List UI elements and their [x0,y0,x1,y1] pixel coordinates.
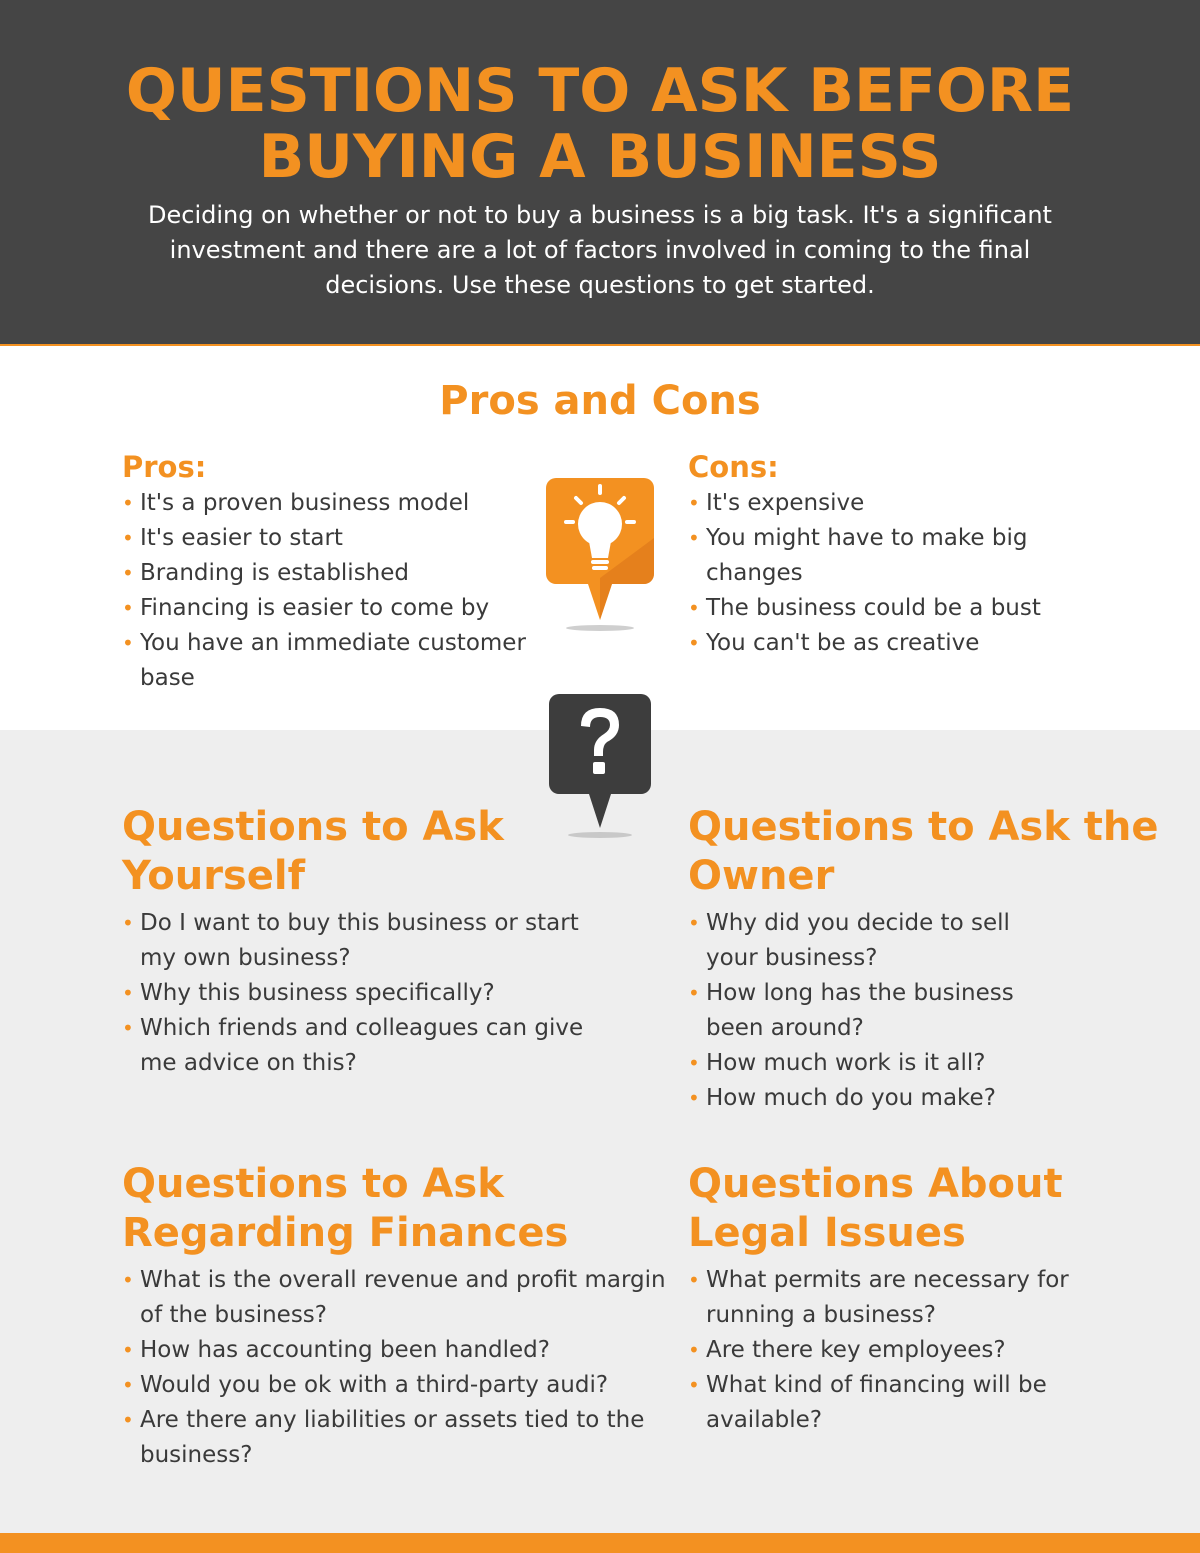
finances-heading: Questions to Ask Regarding Finances [122,1161,569,1256]
list-item: • You might have to make big changes [688,521,1088,591]
lightbulb-icon [546,478,654,638]
list-item: • How has accounting been handled? [122,1333,667,1368]
list-item: • What permits are necessary for running a business? [688,1263,1088,1333]
legal-heading: Questions About Legal Issues [688,1161,1063,1256]
legal-list [688,1263,1088,1438]
list-item: • What kind of financing will be available? [688,1368,1088,1438]
pros-list [122,486,542,696]
footer-bar [0,1533,1200,1553]
finances-list [122,1263,667,1473]
list-item: • Are there key employees? [688,1333,1088,1368]
ask-yourself-list [122,906,622,1081]
header-banner [0,0,1200,346]
list-item: • Are there any liabilities or assets tied to the business? [122,1403,667,1473]
list-item: • How much do you make? [688,1081,1068,1116]
ask-yourself-heading: Questions to Ask Yourself [122,804,504,899]
pros-heading: Pros: [122,450,207,484]
cons-heading: Cons: [688,450,779,484]
list-item: • Financing is easier to come by [122,591,542,626]
ask-owner-list [688,906,1068,1116]
intro-text: Deciding on whether or not to buy a business is a big task. It's a significant investment and there are a lot of factors involved in coming to the final decisions. Use these questions to get started. [148,201,1052,299]
list-item: • What is the overall revenue and profit margin of the business? [122,1263,667,1333]
list-item: • Why did you decide to sell your business? [688,906,1068,976]
page-title: QUESTIONS TO ASK BEFORE BUYING A BUSINESS [125,56,1075,192]
pros-cons-title: Pros and Cons [439,378,761,424]
list-item: • How long has the business been around? [688,976,1068,1046]
list-item: • It's easier to start [122,521,542,556]
cons-list [688,486,1088,661]
list-item: • Which friends and colleagues can give me advice on this? [122,1011,622,1081]
list-item: • Why this business specifically? [122,976,622,1011]
list-item: • You can't be as creative [688,626,1088,661]
ask-owner-heading: Questions to Ask the Owner [688,804,1159,899]
list-item: • Do I want to buy this business or start my own business? [122,906,622,976]
list-item: • How much work is it all? [688,1046,1068,1081]
list-item: • Branding is established [122,556,542,591]
list-item: • You have an immediate customer base [122,626,542,696]
list-item: • The business could be a bust [688,591,1088,626]
list-item: • It's a proven business model [122,486,542,521]
list-item: • Would you be ok with a third-party audi? [122,1368,667,1403]
list-item: • It's expensive [688,486,1088,521]
